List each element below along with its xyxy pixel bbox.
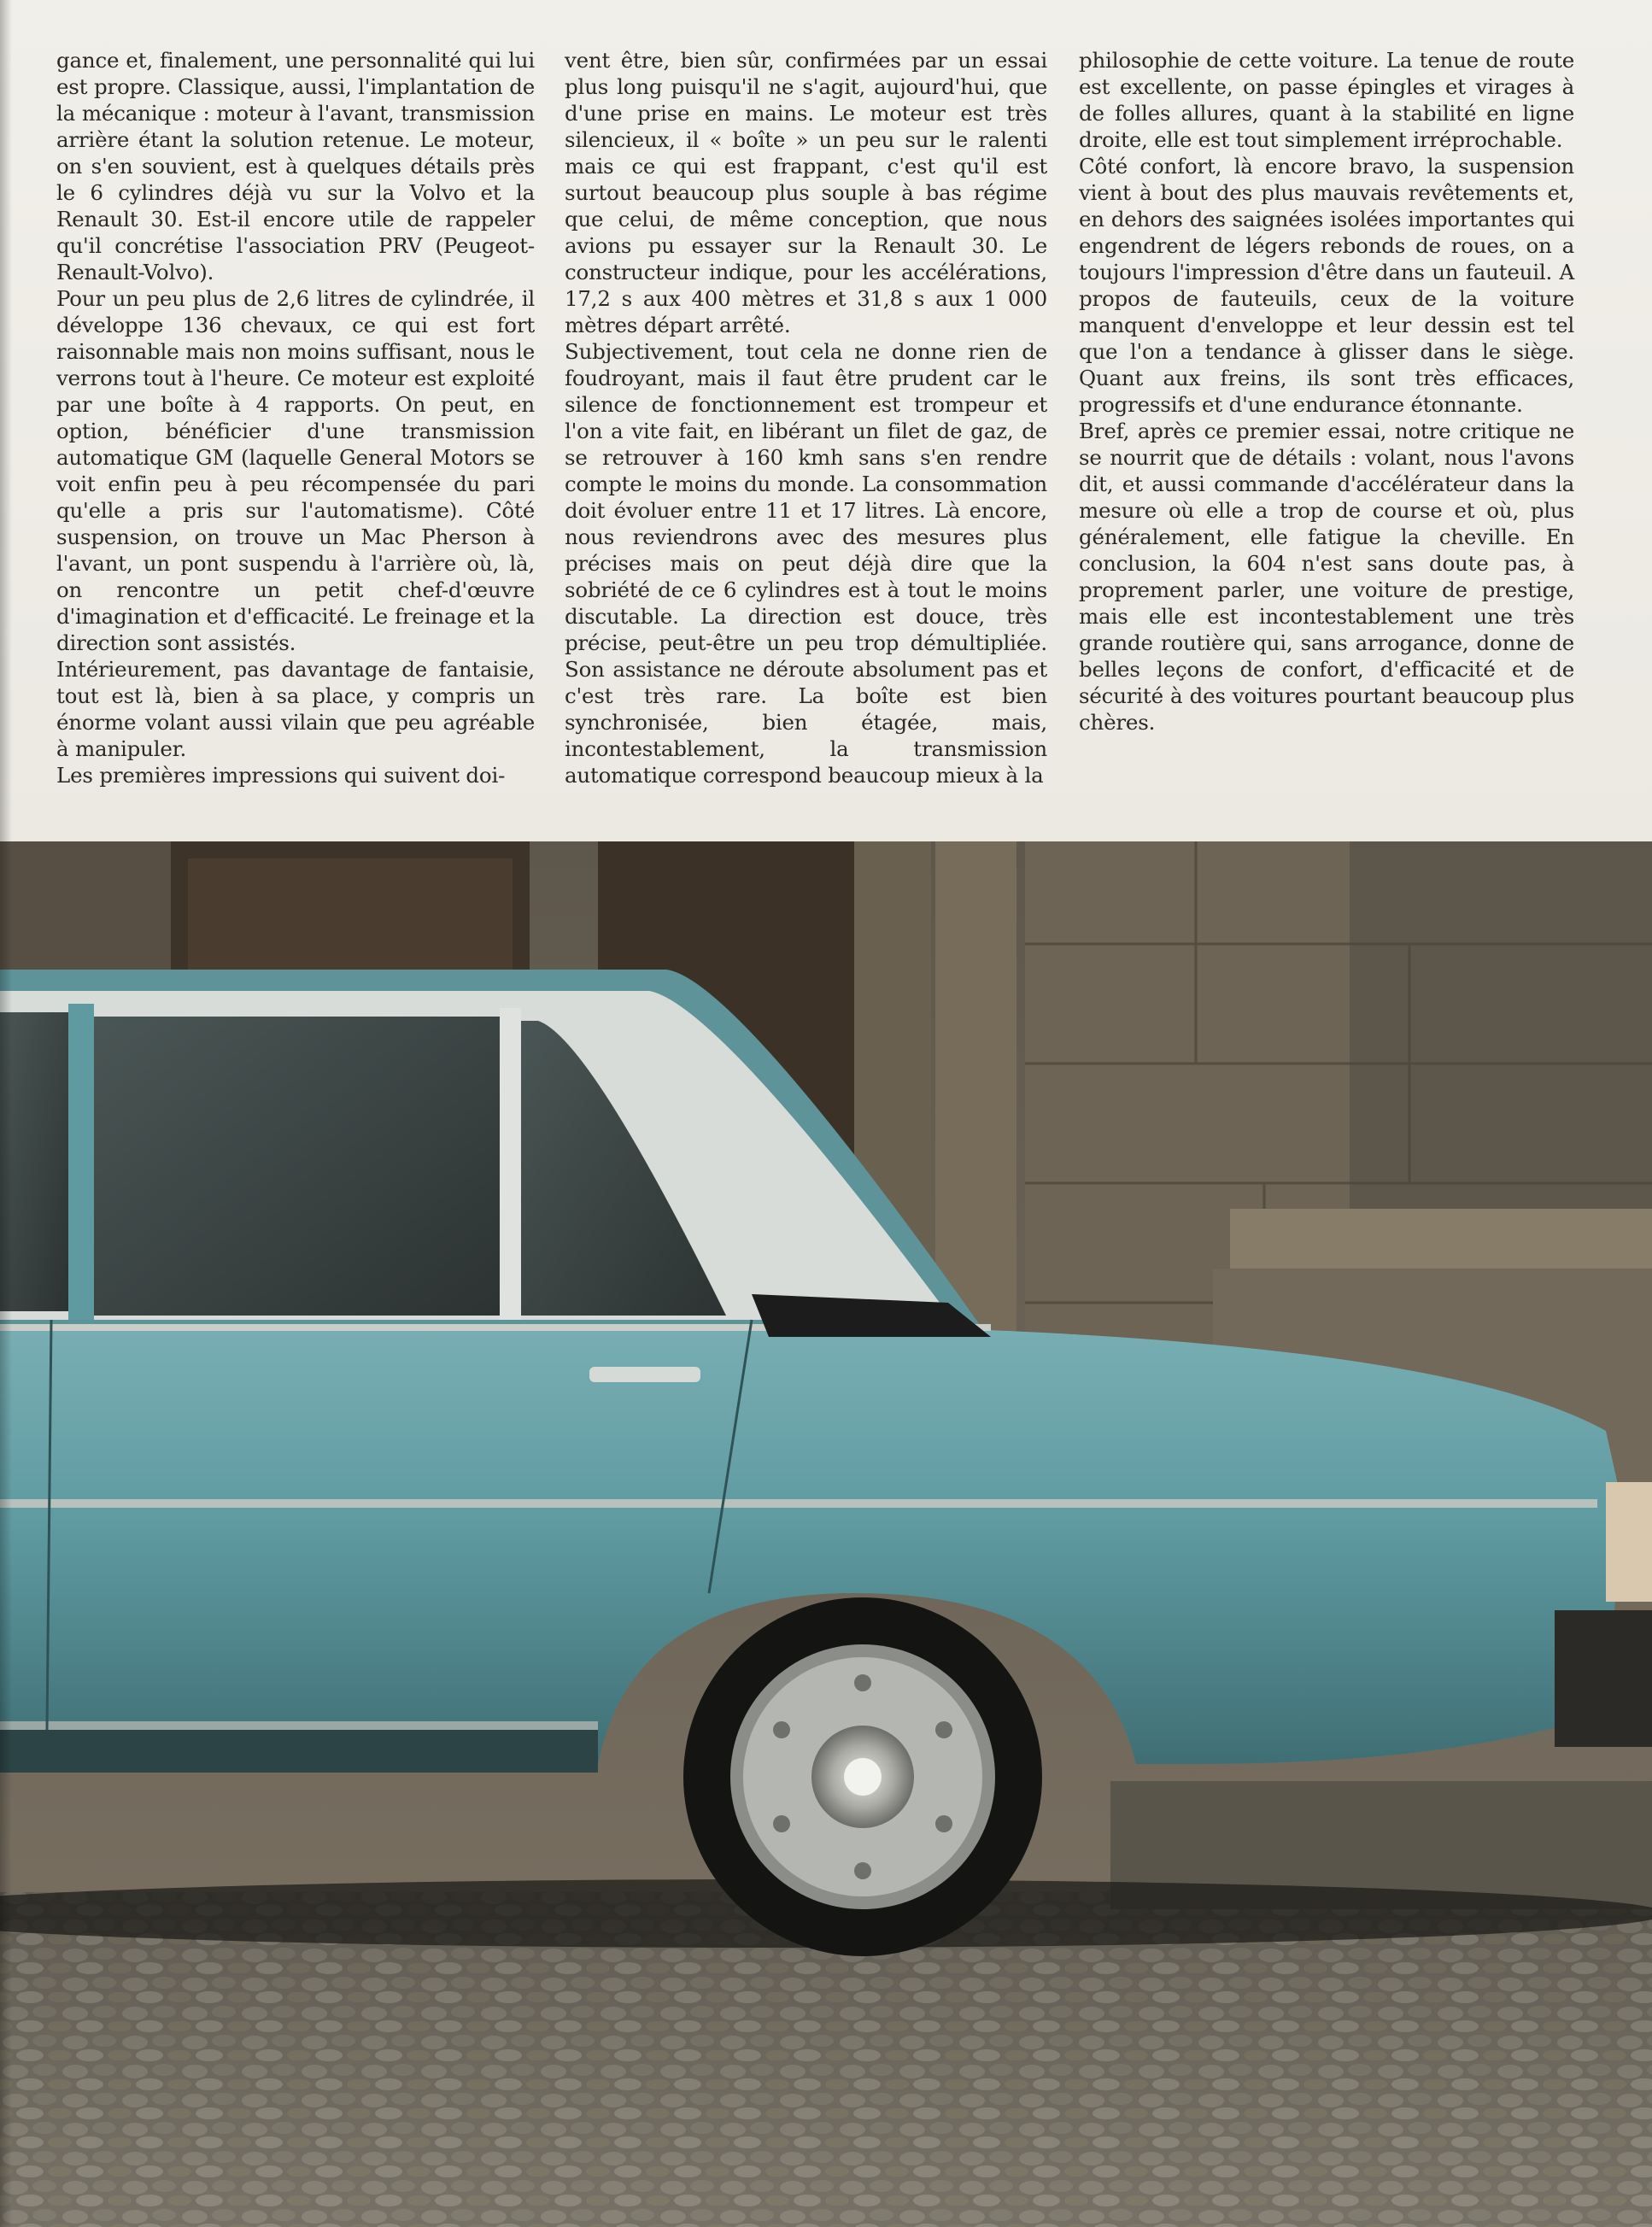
paragraph: Les premières impressions qui suivent doi-: [56, 763, 506, 788]
article-text-block: [0, 0, 1652, 841]
paragraph: gance et, finalement, une personnalité qui lui est propre. Classique, aussi, l'implantation de la mécanique : moteur à l'avant, transmission arrière étant la solution retenue. Le moteur, on s'en souvient, est à quelques détails près le 6 cylindres déjà vu sur la Volvo et la Renault 30. Est-il encore utile de rappeler qu'il concrétise l'association PRV (Peugeot-Renault-Volvo).: [56, 48, 535, 284]
car-photograph: [0, 841, 1652, 2227]
page-fold-shadow: [0, 0, 12, 2227]
paragraph: Intérieurement, pas davantage de fantaisie, tout est là, bien à sa place, y compris un énorme volant aussi vilain que peu agréable à manipuler.: [56, 657, 535, 761]
paragraph: Subjectivement, tout cela ne donne rien de foudroyant, mais il faut être prudent car le silence de fonctionnement est trompeur et l'on a vite fait, en libérant un filet de gaz, de se retrouver à 160 kmh sans s'en rendre compte le moins du monde. La consommation doit évoluer entre 11 et 17 litres. Là encore, nous reviendrons avec des mesures plus précises mais on peut déjà dire que la sobriété de ce 6 cylindres est à tout le moins discutable. La direction est douce, très précise, peut-être un peu trop démultipliée. Son assistance ne déroute absolument pas et c'est très rare. La boîte est bien synchronisée, bien étagée, mais, incontestablement, la transmission automatique correspond beaucoup mieux à la: [565, 339, 1047, 788]
paragraph: philosophie de cette voiture. La tenue de route est excellente, on passe épingles et virages à de folles allures, quant à la stabilité en ligne droite, elle est tout simplement irréprochable.: [1079, 48, 1574, 152]
article-column-2: [565, 47, 1047, 788]
car-photo-illustration: [0, 841, 1652, 2227]
article-column-1: [56, 47, 535, 788]
paragraph: Pour un peu plus de 2,6 litres de cylindrée, il développe 136 chevaux, ce qui est fort raisonnable mais non moins suffisant, nous le verrons tout à l'heure. Ce moteur est exploité par une boîte à 4 rapports. On peut, en option, bénéficier d'une transmission automatique GM (laquelle General Motors se voit enfin peu à peu récompensée du pari qu'elle a pris sur l'automatisme). Côté suspension, on trouve un Mac Pherson à l'avant, un pont suspendu à l'arrière où, là, on rencontre un petit chef-d'œuvre d'imagination et d'efficacité. Le freinage et la direction sont assistés.: [56, 286, 535, 655]
paragraph: Côté confort, là encore bravo, la suspension vient à bout des plus mauvais revêtements et, en dehors des saignées isolées importantes qui engendrent de légers rebonds de roues, on a toujours l'impression d'être dans un fauteuil. A propos de fauteuils, ceux de la voiture manquent d'enveloppe et leur dessin est tel que l'on a tendance à glisser dans le siège. Quant aux freins, ils sont très efficaces, progressifs et d'une endurance étonnante.: [1079, 154, 1574, 417]
paragraph: Bref, après ce premier essai, notre critique ne se nourrit que de détails : volant, nous l'avons dit, et aussi commande d'accélérateur dans la mesure où elle a trop de course et où, plus généralement, elle fatigue la cheville. En conclusion, la 604 n'est sans doute pas, à proprement parler, une voiture de prestige, mais elle est incontestablement une très grande routière qui, sans arrogance, donne de belles leçons de confort, d'efficacité et de sécurité à des voitures pourtant beaucoup plus chères.: [1079, 419, 1574, 735]
paragraph: vent être, bien sûr, confirmées par un essai plus long puisqu'il ne s'agit, aujourd'hui, que d'une prise en mains. Le moteur est très silencieux, il « boîte » un peu sur le ralenti mais ce qui est frappant, c'est qu'il est surtout beaucoup plus souple à bas régime que celui, de même conception, que nous avions pu essayer sur la Renault 30. Le constructeur indique, pour les accélérations, 17,2 s aux 400 mètres et 31,8 s aux 1 000 mètres départ arrêté.: [565, 48, 1047, 337]
article-column-3: [1079, 47, 1574, 735]
